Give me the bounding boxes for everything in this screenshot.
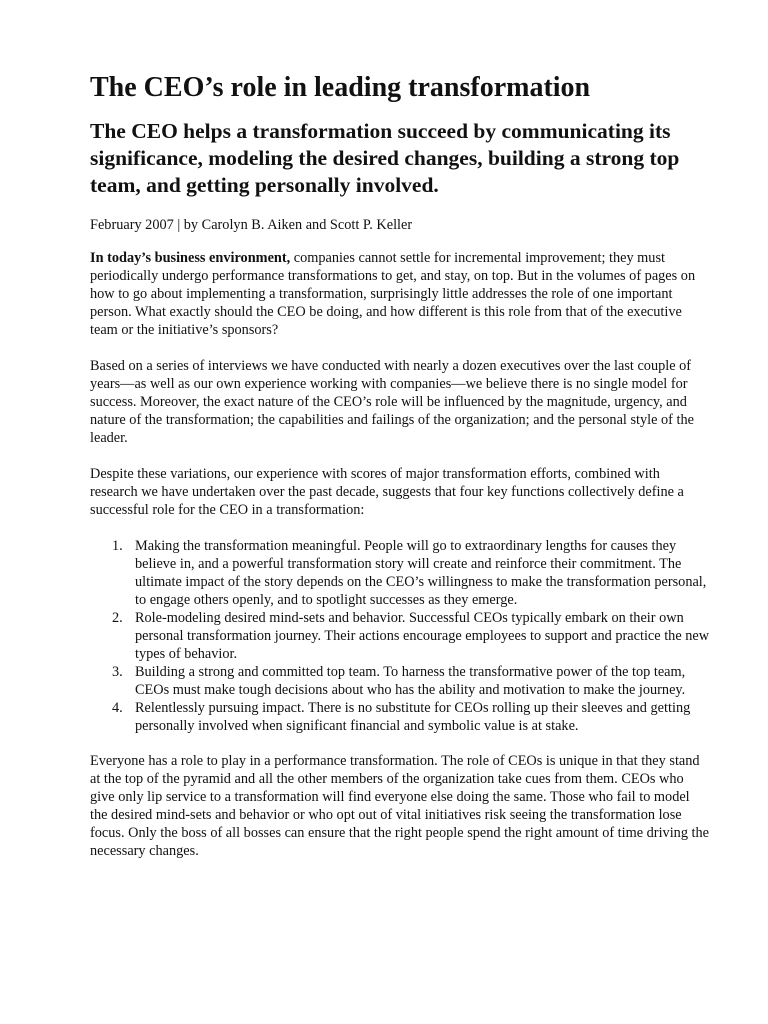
intro-paragraph (90, 249, 710, 339)
article-title: The CEO’s role in leading transformation (90, 72, 591, 103)
list-item (90, 699, 710, 735)
list-item-text: Building a strong and committed top team. To harness the transformative power of the top team, CEOs must make tough decisions about who has the ability and motivation to make the journey. (135, 664, 686, 698)
list-item-number: 4. (112, 700, 123, 716)
list-item (90, 609, 710, 663)
article-byline: February 2007 | by Carolyn B. Aiken and Scott P. Keller (90, 217, 413, 233)
list-item-text: Relentlessly pursuing impact. There is no substitute for CEOs rolling up their sleeves and getting personally involved when significant financial and symbolic value is at stake. (135, 700, 691, 734)
intro-text: companies cannot settle for incremental improvement; they must periodically undergo performance transformations to get, and stay, on top. But in the volumes of pages on how to go about implementing a transformation, surprisingly little addresses the role of one important person. What exactly should the CEO be doing, and how different is this role from that of the executive team or the initiative’s sponsors? (90, 250, 696, 338)
list-item-number: 3. (112, 664, 123, 680)
paragraph-2: Based on a series of interviews we have conducted with nearly a dozen executives over the last couple of years—as well as our own experience working with companies—we believe there is no single model for success. Moreover, the exact nature of the CEO’s role will be influenced by the magnitude, urgency, and nature of the transformation; the capabilities and failings of the organization; and the personal style of the leader. (90, 358, 694, 446)
paragraph-3: Despite these variations, our experience with scores of major transformation efforts, combined with research we have undertaken over the past decade, suggests that four key functions collectively define a successful role for the CEO in a transformation: (90, 466, 684, 518)
list-item (90, 537, 710, 609)
article (90, 68, 710, 878)
list-item-number: 2. (112, 610, 123, 626)
intro-lead: In today’s business environment, (90, 250, 291, 266)
functions-list (90, 537, 710, 735)
list-item-text: Role-modeling desired mind-sets and behavior. Successful CEOs typically embark on their own personal transformation journey. Their actions encourage employees to support and practice the new types of behavior. (135, 610, 710, 662)
list-item (90, 663, 710, 699)
article-subtitle: The CEO helps a transformation succeed by communicating its significance, modeling the desired changes, building a strong top team, and getting personally involved. (90, 119, 680, 197)
list-item-text: Making the transformation meaningful. People will go to extraordinary lengths for causes they believe in, and a powerful transformation story will create and reinforce their commitment. The ultimate impact of the story depends on the CEO’s willingness to make the transformation personal, to engage others openly, and to spotlight successes as they emerge. (135, 538, 707, 608)
list-item-number: 1. (112, 538, 123, 554)
paragraph-4: Everyone has a role to play in a performance transformation. The role of CEOs is unique in that they stand at the top of the pyramid and all the other members of the organization take cues from them. CEOs who give only lip service to a transformation will find everyone else doing the same. Those who fail to model the desired mind-sets and behavior or who opt out of vital initiatives risk seeing the transformation lose focus. Only the boss of all bosses can ensure that the right people spend the right amount of time driving the necessary changes. (90, 753, 710, 859)
